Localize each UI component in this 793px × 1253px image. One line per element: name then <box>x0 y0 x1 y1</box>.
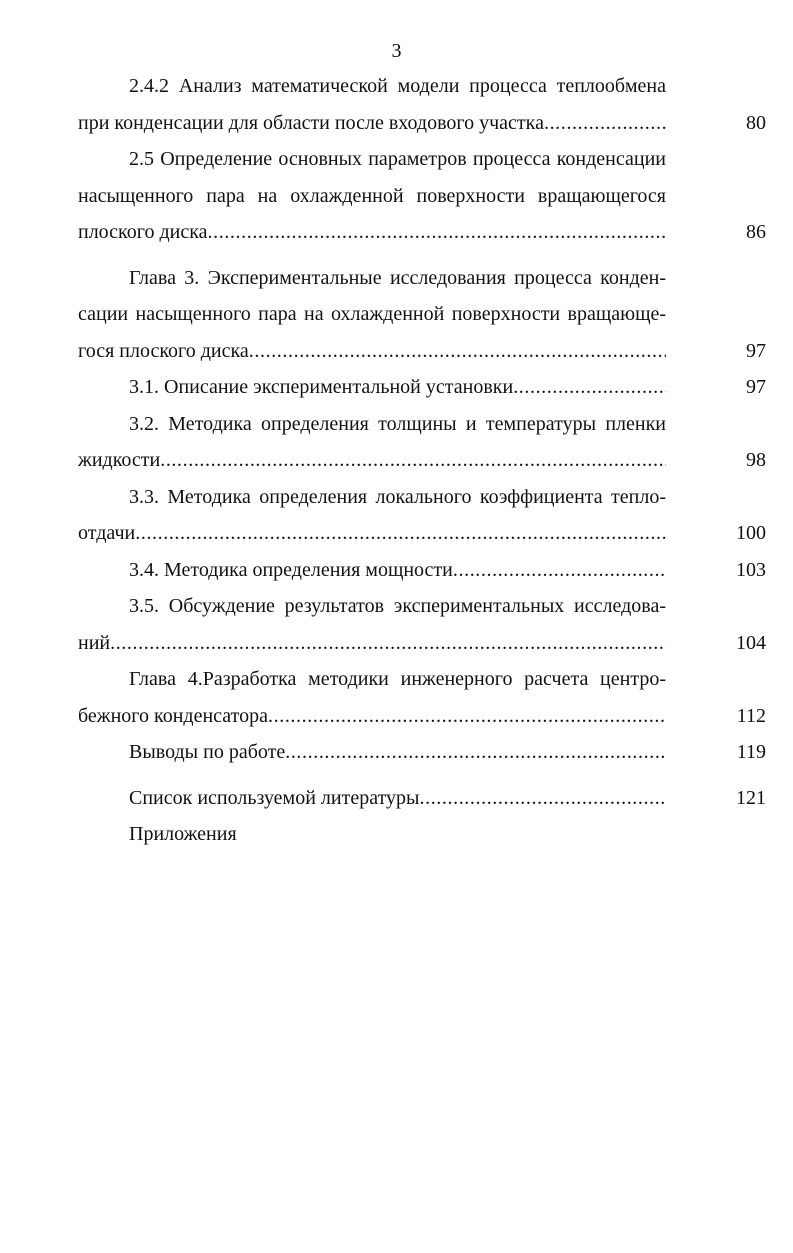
toc-entry-line: насыщенного пара на охлажденной поверхности вращающегося <box>78 184 666 207</box>
dot-leader <box>135 515 666 552</box>
toc-entry-line: ний <box>78 631 111 654</box>
toc-entry-conclusions <box>78 734 766 771</box>
toc-entry-line-dotted <box>78 214 666 251</box>
toc-entry-line-dotted <box>78 625 666 662</box>
toc-entry-line: Приложения <box>129 823 237 845</box>
toc-entry-line: 3.3. Методика определения локального коэффициента тепло- <box>129 485 666 508</box>
toc-entry-line: Список используемой литературы <box>129 786 420 809</box>
toc-entry-line-dotted <box>78 552 666 589</box>
toc-entry-chapter-3 <box>78 260 766 370</box>
dot-leader <box>249 333 666 370</box>
toc-entry-line: сации насыщенного пара на охлажденной поверхности вращающе- <box>78 303 666 325</box>
dot-leader <box>208 214 666 251</box>
toc-page-number: 119 <box>736 741 766 763</box>
toc-entry-line-dotted <box>78 780 666 817</box>
toc-entry-line-dotted <box>78 105 666 142</box>
page-number: 3 <box>391 40 402 62</box>
toc-entry-line: жидкости <box>78 449 161 471</box>
toc-entry-chapter-4 <box>78 661 766 734</box>
table-of-contents <box>78 68 766 853</box>
toc-entry-line-dotted <box>78 734 666 771</box>
toc-entry-line: 2.5 Определение основных параметров процесса конденсации <box>129 148 666 170</box>
toc-entry-line: 3.4. Методика определения мощности <box>129 558 453 581</box>
toc-page-number: 98 <box>746 449 766 471</box>
toc-entry-2-5 <box>78 141 766 251</box>
toc-entry-line: отдачи <box>78 522 136 544</box>
toc-entry-appendices <box>78 816 766 853</box>
toc-entry-line: 2.4.2 Анализ математической модели процесса теплообмена <box>129 75 666 97</box>
toc-page-number: 121 <box>736 786 766 809</box>
dot-leader <box>160 442 666 479</box>
toc-entry-line: Глава 4.Разработка методики инженерного расчета центро- <box>129 668 666 690</box>
toc-page-number: 86 <box>746 221 766 243</box>
dot-leader <box>268 698 666 735</box>
toc-entry-line-dotted <box>78 442 666 479</box>
toc-entry-line: Глава 3. Экспериментальные исследования процесса конден- <box>129 266 666 289</box>
dot-leader <box>420 780 667 817</box>
toc-entry-line-dotted <box>78 369 666 406</box>
dot-leader <box>544 105 666 142</box>
toc-entry-line: 3.1. Описание экспериментальной установки <box>129 376 514 398</box>
toc-entry-line: плоского диска <box>78 221 208 243</box>
toc-entry-line-dotted <box>78 698 666 735</box>
toc-page-number: 80 <box>746 111 766 134</box>
toc-entry-line: гося плоского диска <box>78 339 249 362</box>
dot-leader <box>513 369 666 406</box>
toc-entry-3-2 <box>78 406 766 479</box>
toc-page-number: 112 <box>736 704 766 727</box>
toc-entry-line-dotted <box>78 515 666 552</box>
toc-page-number: 97 <box>746 339 766 362</box>
toc-entry-3-4 <box>78 552 766 589</box>
toc-entry-3-5 <box>78 588 766 661</box>
toc-entry-line: бежного конденсатора <box>78 704 269 727</box>
toc-entry-line: при конденсации для области после входового участка <box>78 111 544 134</box>
toc-page-number: 103 <box>736 558 766 581</box>
dot-leader <box>110 625 666 662</box>
toc-entry-2-4-2 <box>78 68 766 141</box>
toc-entry-references <box>78 780 766 817</box>
toc-entry-line-dotted <box>78 333 666 370</box>
toc-entry-line: 3.2. Методика определения толщины и температуры пленки <box>129 412 666 435</box>
toc-entry-line: 3.5. Обсуждение результатов экспериментальных исследова- <box>129 595 666 617</box>
toc-entry-3-1 <box>78 369 766 406</box>
dot-leader <box>453 552 666 589</box>
toc-entry-line: Выводы по работе <box>129 741 286 763</box>
dot-leader <box>285 734 666 771</box>
toc-page-number: 100 <box>736 522 766 544</box>
toc-entry-3-3 <box>78 479 766 552</box>
toc-page-number: 104 <box>736 631 766 654</box>
toc-page-number: 97 <box>746 376 766 398</box>
